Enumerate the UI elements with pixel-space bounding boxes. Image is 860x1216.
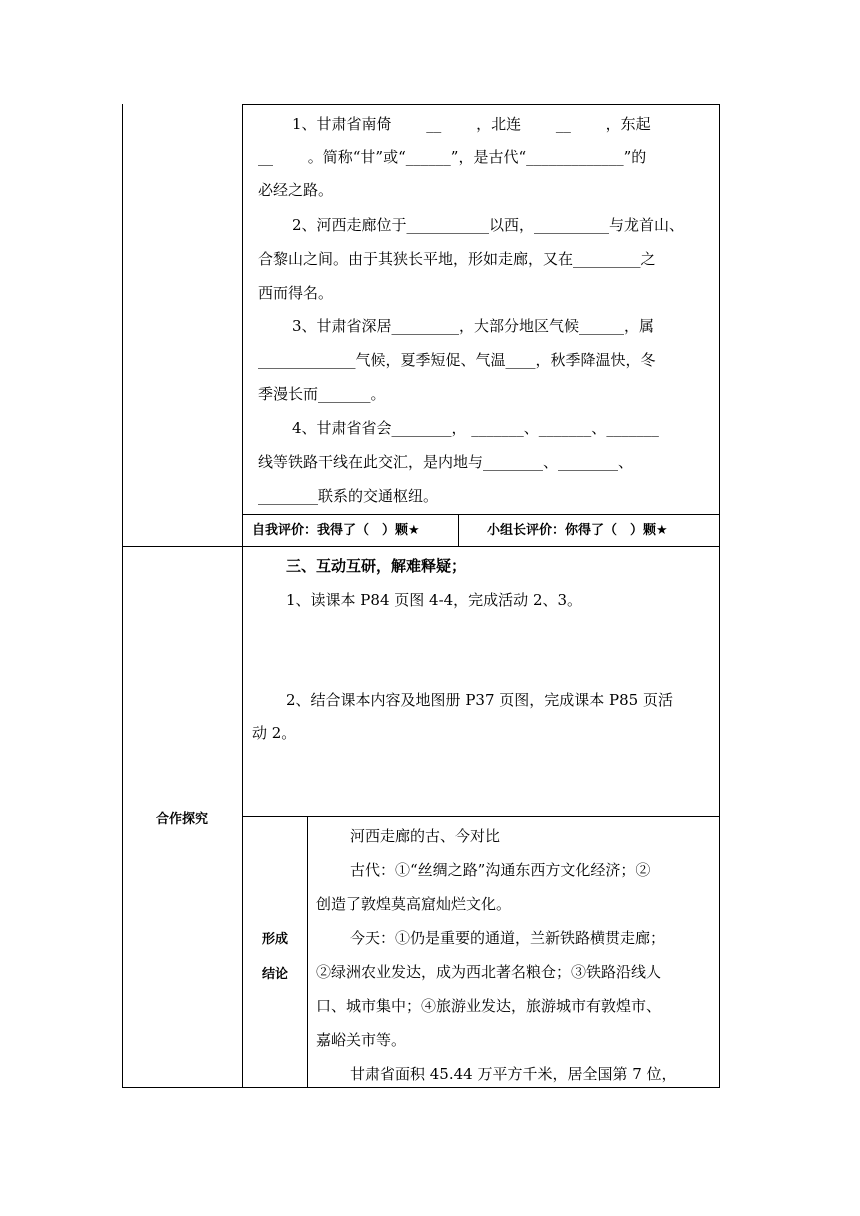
cooperation-heading: 三、互动互研，解难释疑；: [286, 557, 467, 575]
self-evaluation: 自我评价：我得了（ ）颗★: [252, 523, 420, 538]
conclusion-label-line2: 结论: [261, 967, 288, 982]
conclusion-top-border: [242, 816, 720, 817]
table-right-border: [719, 104, 720, 1088]
cooperation-task2-line2: 动 2。: [252, 724, 297, 742]
q1-line3: 必经之路。: [258, 181, 334, 199]
q2-line1: 2、河西走廊位于___________以西，__________与龙首山、: [292, 216, 685, 234]
q1-line1: 1、甘肃省南倚 __ ，北连 __ ，东起: [292, 115, 651, 133]
conclusion-line5: ②绿洲农业发达，成为西北著名粮仓；③铁路沿线人: [316, 963, 662, 981]
q3-line2: _____________气候，夏季短促、气温____，秋季降温快，冬: [258, 351, 656, 369]
q4-line1: 4、甘肃省省会________， _______、_______、_______: [292, 419, 659, 437]
q2-line2: 合黎山之间。由于其狭长平地，形如走廊，又在_________之: [258, 250, 656, 268]
conclusion-line3: 创造了敦煌莫高窟灿烂文化。: [316, 895, 512, 913]
q3-line3: 季漫长而_______。: [258, 385, 386, 403]
group-leader-evaluation: 小组长评价：你得了（ ）颗★: [487, 523, 668, 538]
cooperation-row-label: 合作探究: [155, 812, 208, 827]
cooperation-task2-line1: 2、结合课本内容及地图册 P37 页图，完成课本 P85 页活: [286, 691, 673, 709]
q2-line3: 西而得名。: [258, 284, 334, 302]
conclusion-line7: 嘉峪关市等。: [316, 1031, 407, 1049]
conclusion-line4: 今天：①仍是重要的通道，兰新铁路横贯走廊；: [350, 929, 666, 947]
table-left-border: [122, 104, 123, 1088]
q4-line3: ________联系的交通枢纽。: [258, 487, 439, 505]
cooperation-task1: 1、读课本 P84 页图 4-4，完成活动 2、3。: [286, 591, 583, 609]
conclusion-label-line1: 形成: [261, 932, 288, 947]
evaluation-bottom-border: [122, 546, 720, 547]
conclusion-line2: 古代：①“丝绸之路”沟通东西方文化经济；②: [350, 861, 651, 879]
evaluation-divider: [458, 514, 459, 547]
q1-line2: __ 。简称“甘”或“______”，是古代“_____________”的: [258, 148, 647, 166]
evaluation-top-border: [242, 514, 720, 515]
conclusion-line6: 口、城市集中；④旅游业发达，旅游城市有敦煌市、: [316, 997, 662, 1015]
q4-line2: 线等铁路干线在此交汇，是内地与________、________、: [258, 453, 634, 471]
table-bottom-border: [122, 1087, 720, 1088]
conclusion-label-divider: [307, 816, 308, 1088]
section1-top-border: [242, 104, 720, 105]
q3-line1: 3、甘肃省深居_________，大部分地区气候______，属: [292, 317, 655, 335]
conclusion-line8: 甘肃省面积 45.44 万平方千米，居全国第 7 位，: [350, 1065, 677, 1083]
conclusion-line1: 河西走廊的古、今对比: [350, 827, 501, 845]
